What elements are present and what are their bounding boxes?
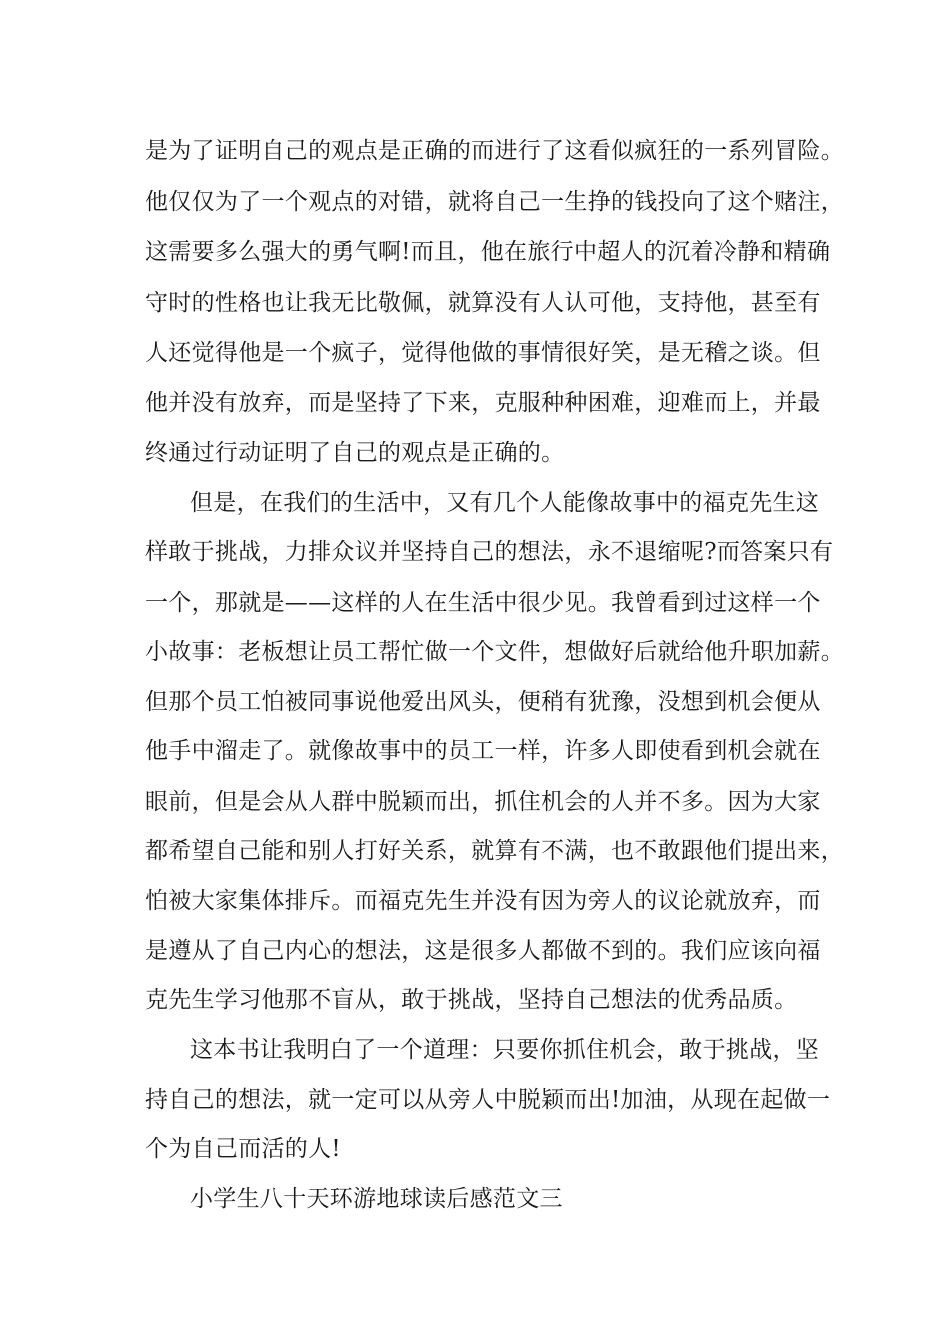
text-line: 这需要多么强大的勇气啊!而且，他在旅行中超人的沉着冷静和精确 bbox=[145, 239, 831, 265]
text-line: 他并没有放弃，而是坚持了下来，克服种种困难，迎难而上，并最 bbox=[145, 390, 821, 416]
paragraph-first-line: 但是，在我们的生活中，又有几个人能像故事中的福克先生这 bbox=[190, 490, 820, 516]
text-line: 都希望自己能和别人打好关系，就算有不满，也不敢跟他们提出来， bbox=[145, 838, 844, 864]
text-line: 人还觉得他是一个疯子，觉得他做的事情很好笑，是无稽之谈。但 bbox=[145, 340, 821, 366]
text-line: 小故事：老板想让员工帮忙做一个文件，想做好后就给他升职加薪。 bbox=[145, 639, 844, 665]
section-heading: 小学生八十天环游地球读后感范文三 bbox=[190, 1186, 563, 1212]
text-line: 守时的性格也让我无比敬佩，就算没有人认可他，支持他，甚至有 bbox=[145, 290, 821, 316]
text-line: 克先生学习他那不盲从，敢于挑战，坚持自己想法的优秀品质。 bbox=[145, 987, 798, 1013]
text-line: 个为自己而活的人! bbox=[145, 1136, 341, 1162]
paragraph-first-line: 这本书让我明白了一个道理：只要你抓住机会，敢于挑战，坚 bbox=[190, 1037, 820, 1063]
text-line: 但那个员工怕被同事说他爱出风头，便稍有犹豫，没想到机会便从 bbox=[145, 689, 821, 715]
text-line: 他仅仅为了一个观点的对错，就将自己一生挣的钱投向了这个赌注， bbox=[145, 189, 844, 215]
text-line: 是为了证明自己的观点是正确的而进行了这看似疯狂的一系列冒险。 bbox=[145, 138, 844, 164]
text-line: 怕被大家集体排斥。而福克先生并没有因为旁人的议论就放弃，而 bbox=[145, 888, 821, 914]
text-line: 是遵从了自己内心的想法，这是很多人都做不到的。我们应该向福 bbox=[145, 938, 821, 964]
text-line: 一个，那就是——这样的人在生活中很少见。我曾看到过这样一个 bbox=[145, 590, 821, 616]
text-line: 眼前，但是会从人群中脱颖而出，抓住机会的人并不多。因为大家 bbox=[145, 789, 821, 815]
text-line: 持自己的想法，就一定可以从旁人中脱颖而出!加油，从现在起做一 bbox=[145, 1087, 831, 1113]
text-line: 他手中溜走了。就像故事中的员工一样，许多人即使看到机会就在 bbox=[145, 738, 821, 764]
text-line: 终通过行动证明了自己的观点是正确的。 bbox=[145, 440, 565, 466]
text-line: 样敢于挑战，力排众议并坚持自己的想法，永不退缩呢?而答案只有 bbox=[145, 539, 834, 565]
